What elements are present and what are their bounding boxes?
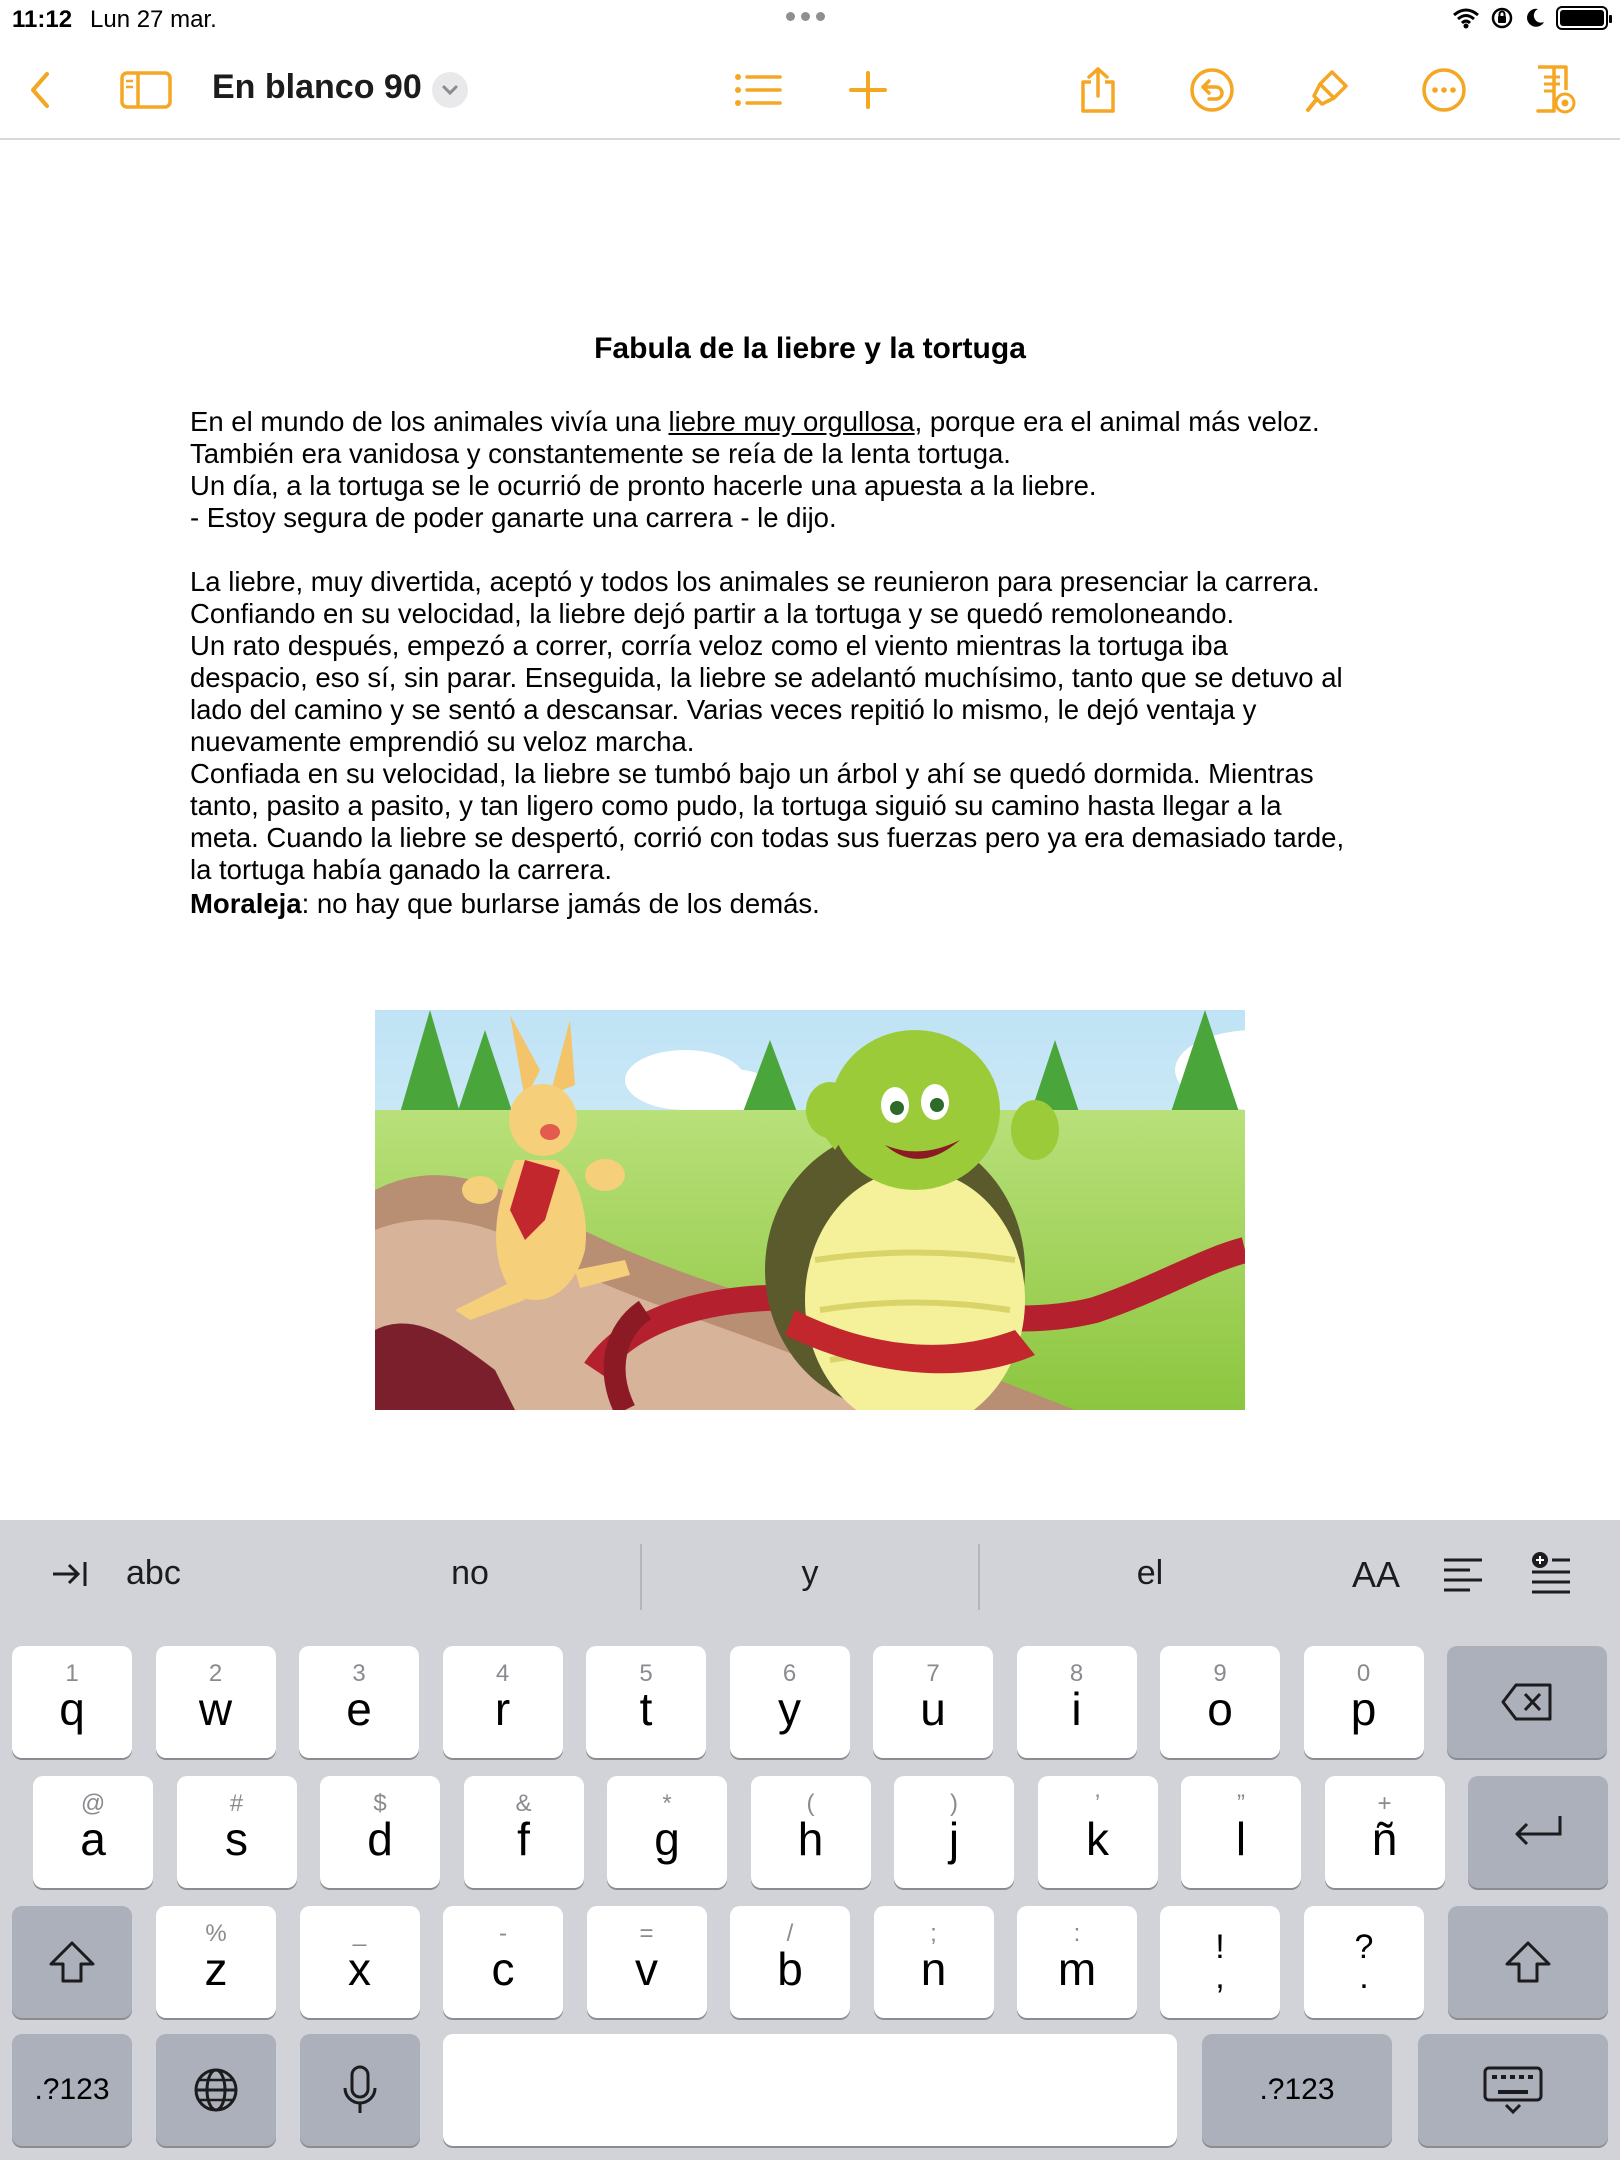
document-body[interactable] — [190, 406, 1440, 920]
key-char: j — [948, 1813, 960, 1865]
key-r[interactable] — [443, 1646, 563, 1758]
insert-button[interactable] — [838, 62, 898, 118]
shift-icon — [48, 1940, 96, 1984]
paragraph-line: Confiando en su velocidad, la liebre dejó partir a la tortuga y se quedó remoloneando. — [190, 598, 1235, 629]
key-char: m — [1057, 1943, 1097, 1995]
key-d[interactable] — [320, 1776, 440, 1888]
key-alt-char: # — [229, 1790, 244, 1817]
numbers-key-right[interactable]: .?123 — [1202, 2034, 1392, 2146]
key-alt-char: - — [499, 1920, 507, 1947]
keyboard-shortcut-bar — [0, 1520, 1620, 1632]
key-alt-char: & — [515, 1790, 532, 1817]
key-alt-char: = — [639, 1920, 654, 1947]
add-list-icon — [1530, 1550, 1572, 1594]
abc-button[interactable]: abc — [126, 1554, 181, 1592]
keyboard-dismiss-icon — [1482, 2065, 1544, 2115]
document-title[interactable]: En blanco 90 — [212, 68, 422, 106]
key-alt-char: ( — [806, 1790, 815, 1817]
back-button[interactable] — [10, 62, 70, 118]
key-p[interactable] — [1304, 1646, 1424, 1758]
paragraph-line: despacio, eso sí, sin parar. Enseguida, la liebre se adelantó muchísimo, tanto que se detuvo al — [190, 662, 1343, 693]
format-button[interactable] — [1298, 62, 1358, 118]
paragraph-line: la tortuga había ganado la carrera. — [190, 854, 612, 885]
undo-button[interactable] — [1182, 62, 1242, 118]
key-char: u — [920, 1683, 946, 1735]
key-char: y — [778, 1683, 801, 1735]
key-k[interactable] — [1038, 1776, 1158, 1888]
key-alt-char: 0 — [1356, 1660, 1371, 1687]
share-icon — [1078, 66, 1118, 114]
paragraph-line: tanto, pasito a pasito, y tan ligero como pudo, la tortuga siguió su camino hasta llegar a la — [190, 790, 1282, 821]
shift-icon — [1504, 1940, 1552, 1984]
wifi-icon — [1452, 7, 1480, 29]
paragraph-line: Un rato después, empezó a correr, corría veloz como el viento mientras la tortuga iba — [190, 630, 1228, 661]
delete-key[interactable] — [1447, 1646, 1607, 1758]
paragraph-line: lado del camino y se sentó a descansar. Varias veces repitió lo mismo, le dejó ventaja y — [190, 694, 1257, 725]
key-char: x — [348, 1943, 371, 1995]
paintbrush-icon — [1304, 66, 1352, 114]
document-heading: Fabula de la liebre y la tortuga — [594, 332, 1026, 365]
toolbar — [0, 40, 1620, 140]
key-char: p — [1350, 1683, 1377, 1735]
title-menu-button[interactable] — [432, 72, 468, 108]
font-size-button[interactable]: AA — [1352, 1554, 1401, 1595]
shift-key-right[interactable] — [1448, 1906, 1608, 2018]
status-indicators — [1452, 6, 1608, 30]
key-char: n — [920, 1943, 947, 1995]
key-ñ[interactable] — [1325, 1776, 1445, 1888]
key-g[interactable] — [607, 1776, 727, 1888]
key-char: t — [639, 1683, 653, 1735]
moral-label: Moraleja — [190, 888, 302, 919]
key-char: o — [1207, 1683, 1233, 1735]
suggestion-3[interactable]: el — [1136, 1554, 1164, 1592]
question-period-key[interactable]: ? . — [1304, 1906, 1424, 2018]
key-alt-char: $ — [373, 1790, 387, 1817]
key-v[interactable] — [587, 1906, 707, 2018]
more-icon — [1421, 67, 1467, 113]
key-char: q — [59, 1683, 85, 1735]
numbers-key-left[interactable]: .?123 — [12, 2034, 132, 2146]
document-view-icon — [1532, 64, 1576, 116]
moral-text: : no hay que burlarse jamás de los demás. — [301, 888, 820, 919]
paragraph-line: También era vanidosa y constantemente se reía de la lenta tortuga. — [190, 438, 1011, 469]
shift-key-left[interactable] — [12, 1906, 132, 2018]
key-a[interactable] — [33, 1776, 153, 1888]
key-l[interactable] — [1181, 1776, 1301, 1888]
insert-list-button[interactable] — [1530, 1550, 1572, 1599]
key-s[interactable] — [177, 1776, 297, 1888]
globe-key[interactable] — [156, 2034, 276, 2146]
key-char: c — [491, 1943, 515, 1995]
orientation-lock-icon — [1490, 6, 1514, 30]
globe-icon — [192, 2066, 240, 2114]
key-w[interactable] — [156, 1646, 276, 1758]
align-button[interactable] — [1442, 1556, 1484, 1599]
back-icon — [25, 70, 55, 110]
key-alt-char: 7 — [926, 1660, 940, 1687]
key-x[interactable] — [300, 1906, 420, 2018]
key-char: l — [1235, 1813, 1247, 1865]
key-char: i — [1071, 1683, 1082, 1735]
key-char: h — [797, 1813, 824, 1865]
document-view-button[interactable] — [1524, 62, 1584, 118]
paragraph-line: meta. Cuando la liebre se despertó, corrió con todas sus fuerzas pero ya era demasiado tarde, — [190, 822, 1345, 853]
paragraph-line: En el mundo de los animales vivía una liebre muy orgullosa, porque era el animal más veloz. — [190, 406, 1320, 437]
paragraph-line: La liebre, muy divertida, aceptó y todos los animales se reunieron para presenciar la carrera. — [190, 566, 1320, 597]
key-char: b — [777, 1943, 803, 1995]
key-alt-char: / — [786, 1920, 794, 1947]
key-alt-char: 2 — [208, 1660, 223, 1687]
exclamation-comma-key[interactable]: ! , — [1160, 1906, 1280, 2018]
key-c[interactable] — [443, 1906, 563, 2018]
key-m[interactable] — [1017, 1906, 1137, 2018]
key-char: e — [346, 1683, 372, 1735]
key-char: z — [204, 1943, 228, 1995]
return-icon — [1512, 1812, 1564, 1852]
key-char: k — [1086, 1813, 1109, 1865]
moral-line — [190, 888, 1440, 920]
battery-icon — [1556, 6, 1608, 30]
list-icon — [734, 72, 782, 108]
key-z[interactable] — [156, 1906, 276, 2018]
key-char: f — [517, 1813, 530, 1865]
plus-icon — [848, 70, 888, 110]
underlined-text: liebre muy orgullosa — [668, 406, 915, 437]
key-f[interactable] — [464, 1776, 584, 1888]
key-alt-char: 4 — [495, 1660, 510, 1687]
delete-icon — [1500, 1682, 1554, 1722]
hide-keyboard-key[interactable] — [1418, 2034, 1608, 2146]
paragraph-line: Confiada en su velocidad, la liebre se tumbó bajo un árbol y ahí se quedó dormida. Mientras — [190, 758, 1314, 789]
paragraph-line: nuevamente emprendió su veloz marcha. — [190, 726, 695, 757]
key-alt-char: 8 — [1069, 1660, 1084, 1687]
more-button[interactable] — [1414, 62, 1474, 118]
paragraph-line: Un día, a la tortuga se le ocurrió de pronto hacerle una apuesta a la liebre. — [190, 470, 1097, 501]
key-alt-char: 3 — [352, 1660, 366, 1687]
key-alt-char: 9 — [1213, 1660, 1227, 1687]
suggestion-1[interactable]: no — [451, 1554, 489, 1592]
key-alt-char: ) — [950, 1790, 958, 1817]
key-alt-char: ; — [930, 1920, 937, 1947]
key-t[interactable] — [586, 1646, 706, 1758]
key-alt-char: : — [1073, 1920, 1081, 1947]
key-char: s — [225, 1813, 248, 1865]
key-alt-char: @ — [80, 1790, 106, 1817]
key-alt-char: 6 — [782, 1660, 797, 1687]
key-char: r — [494, 1683, 511, 1735]
sidebar-button[interactable] — [116, 62, 176, 118]
space-bar[interactable] — [443, 2034, 1177, 2146]
key-alt-char: % — [205, 1920, 227, 1947]
chevron-down-icon — [441, 84, 459, 96]
key-alt-char: + — [1377, 1790, 1392, 1817]
key-char: a — [80, 1813, 106, 1865]
key-alt-char: 5 — [639, 1660, 653, 1687]
hare-tortoise-illustration[interactable] — [375, 1010, 1245, 1410]
key-alt-char: ’ — [1094, 1790, 1101, 1817]
key-q[interactable] — [12, 1646, 132, 1758]
document-canvas[interactable] — [0, 142, 1620, 1520]
key-u[interactable] — [873, 1646, 993, 1758]
sidebar-icon — [120, 70, 172, 110]
key-h[interactable] — [751, 1776, 871, 1888]
key-alt-char: ” — [1237, 1790, 1245, 1817]
key-char: g — [654, 1813, 680, 1865]
list-button[interactable] — [728, 62, 788, 118]
suggestion-2[interactable]: y — [801, 1554, 819, 1592]
key-alt-char: _ — [352, 1920, 367, 1947]
moon-icon — [1524, 7, 1546, 29]
multitasking-dots-icon[interactable] — [786, 12, 825, 21]
key-alt-char: 1 — [65, 1660, 79, 1687]
tab-icon — [50, 1556, 90, 1592]
status-time: 11:12 — [12, 6, 73, 33]
key-o[interactable] — [1160, 1646, 1280, 1758]
undo-icon — [1189, 67, 1235, 113]
share-button[interactable] — [1068, 62, 1128, 118]
text-align-icon — [1442, 1556, 1484, 1594]
key-j[interactable] — [894, 1776, 1014, 1888]
return-key[interactable] — [1468, 1776, 1608, 1888]
key-char: v — [635, 1943, 658, 1995]
key-n[interactable] — [874, 1906, 994, 2018]
status-bar — [0, 0, 1620, 40]
dictation-key[interactable] — [300, 2034, 420, 2146]
key-b[interactable] — [730, 1906, 850, 2018]
key-e[interactable] — [299, 1646, 419, 1758]
key-alt-char: * — [662, 1790, 672, 1817]
key-i[interactable] — [1017, 1646, 1137, 1758]
key-char: w — [198, 1683, 233, 1735]
tab-key-button[interactable] — [50, 1556, 90, 1597]
paragraph-line: - Estoy segura de poder ganarte una carrera - le dijo. — [190, 502, 837, 533]
key-char: ñ — [1371, 1813, 1398, 1865]
software-keyboard — [0, 1520, 1620, 2160]
key-y[interactable] — [730, 1646, 850, 1758]
microphone-icon — [342, 2064, 378, 2116]
status-date: Lun 27 mar. — [90, 6, 217, 33]
key-char: d — [367, 1813, 393, 1865]
